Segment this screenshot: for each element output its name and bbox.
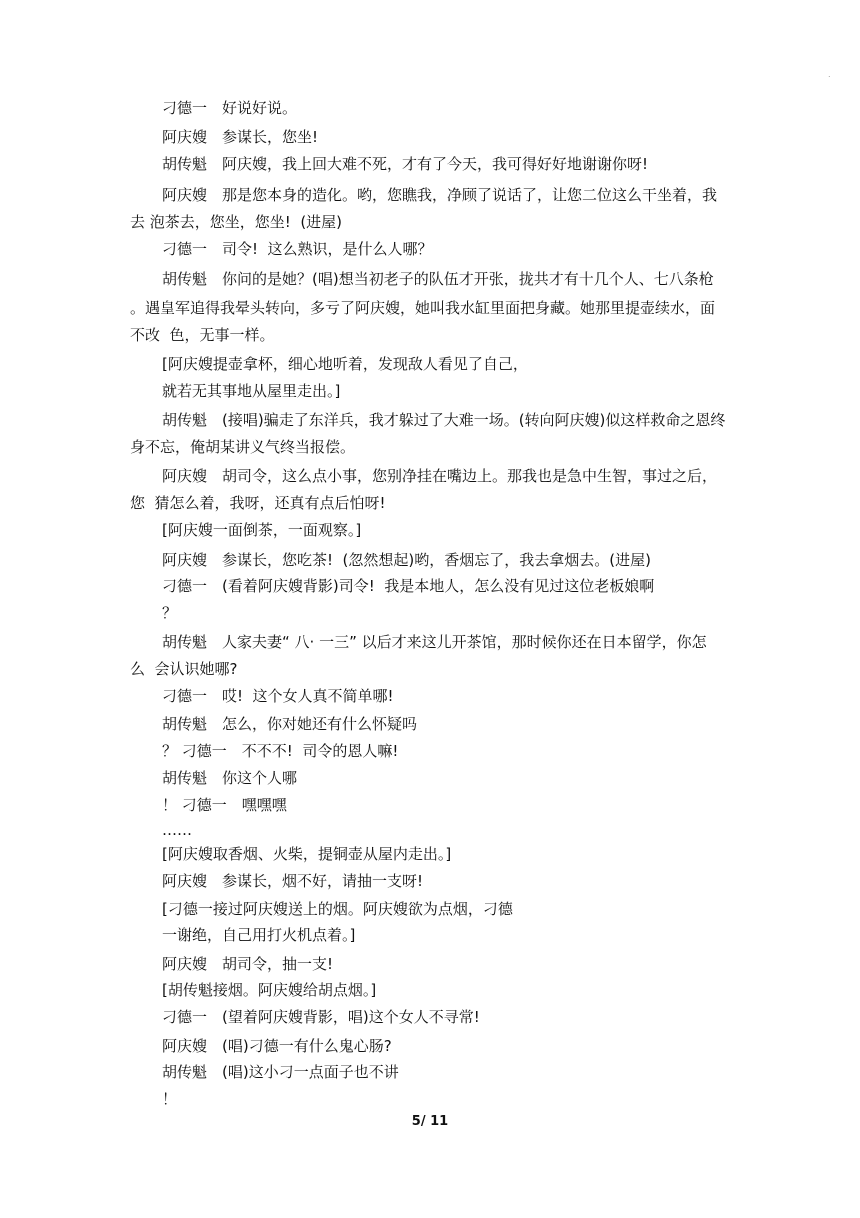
dialogue-line: 刁德一 好说好说。	[162, 99, 298, 117]
dialogue-line: 阿庆嫂 胡司令，抽一支!	[162, 955, 334, 973]
stage-direction-line: [阿庆嫂取香烟、火柴，提铜壶从屋内走出。]	[162, 845, 452, 863]
dialogue-line: 胡传魁 你这个人哪	[162, 769, 298, 787]
dialogue-line: 么 会认识她哪?	[130, 660, 238, 678]
dialogue-line: 。遇皇军追得我晕头转向，多亏了阿庆嫂，她叫我水缸里面把身藏。她那里提壶续水，面	[130, 299, 716, 317]
dialogue-line: 刁德一 (望着阿庆嫂背影，唱)这个女人不寻常!	[162, 1008, 480, 1026]
dialogue-line: 胡传魁 你问的是她？(唱)想当初老子的队伍才开张，拢共才有十几个人、七八条枪	[162, 270, 714, 288]
dialogue-line: 胡传魁 怎么，你对她还有什么怀疑吗	[162, 715, 418, 733]
dialogue-line: ！ 刁德一 嘿嘿嘿	[162, 796, 287, 814]
dialogue-line: 胡传魁 (唱)这小刁一点面子也不讲	[162, 1063, 399, 1081]
dialogue-line: ……	[162, 821, 192, 839]
dialogue-line: 胡传魁 (接唱)骗走了东洋兵，我才躲过了大难一场。(转向阿庆嫂)似这样救命之恩终	[162, 411, 726, 429]
dialogue-line: 刁德一 哎! 这个女人真不简单哪!	[162, 687, 394, 705]
dialogue-line: ？ 刁德一 不不不! 司令的恩人嘛!	[162, 742, 399, 760]
dialogue-line: 刁德一 司令! 这么熟识，是什么人哪？	[162, 240, 433, 258]
corner-mark: .	[828, 70, 831, 79]
page-number: 5/ 11	[411, 1114, 449, 1129]
stage-direction-line: 就若无其事地从屋里走出。]	[162, 382, 341, 400]
dialogue-line: 阿庆嫂 (唱)刁德一有什么鬼心肠?	[162, 1037, 392, 1055]
dialogue-line: 阿庆嫂 那是您本身的造化。哟，您瞧我，净顾了说话了，让您二位这么干坐着，我	[162, 186, 718, 204]
dialogue-line: 身不忘，俺胡某讲义气终当报偿。	[130, 438, 356, 456]
stage-direction-line: [胡传魁接烟。阿庆嫂给胡点烟。]	[162, 981, 377, 999]
dialogue-line: 刁德一 (看着阿庆嫂背影)司令! 我是本地人，怎么没有见过这位老板娘啊	[162, 577, 655, 595]
dialogue-line: 胡传魁 人家夫妻“ 八· 一三” 以后才来这儿开茶馆，那时候你还在日本留学，你怎	[162, 633, 707, 651]
dialogue-line: 去 泡茶去，您坐，您坐! (进屋)	[130, 213, 343, 231]
dialogue-line: 阿庆嫂 参谋长，您坐!	[162, 128, 319, 146]
stage-direction-line: [阿庆嫂提壶拿杯，细心地听着，发现敌人看见了自己，	[162, 355, 528, 373]
dialogue-line: ！	[162, 1090, 178, 1108]
dialogue-line: 阿庆嫂 参谋长，烟不好，请抽一支呀!	[162, 872, 424, 890]
dialogue-line: 您 猜怎么着，我呀，还真有点后怕呀!	[130, 494, 386, 512]
dialogue-line: ？	[162, 604, 178, 622]
dialogue-line: 不改 色，无事一样。	[130, 326, 275, 344]
dialogue-line: 胡传魁 阿庆嫂，我上回大难不死，才有了今天，我可得好好地谢谢你呀!	[162, 155, 649, 173]
dialogue-line: 阿庆嫂 胡司令，这么点小事，您别净挂在嘴边上。那我也是急中生智，事过之后，	[162, 467, 718, 485]
dialogue-line: 阿庆嫂 参谋长，您吃茶! (忽然想起)哟，香烟忘了，我去拿烟去。(进屋)	[162, 551, 651, 569]
stage-direction-line: [阿庆嫂一面倒茶，一面观察。]	[162, 521, 362, 539]
stage-direction-line: [刁德一接过阿庆嫂送上的烟。阿庆嫂欲为点烟，刁德	[162, 900, 513, 918]
stage-direction-line: 一谢绝，自己用打火机点着。]	[162, 926, 356, 944]
